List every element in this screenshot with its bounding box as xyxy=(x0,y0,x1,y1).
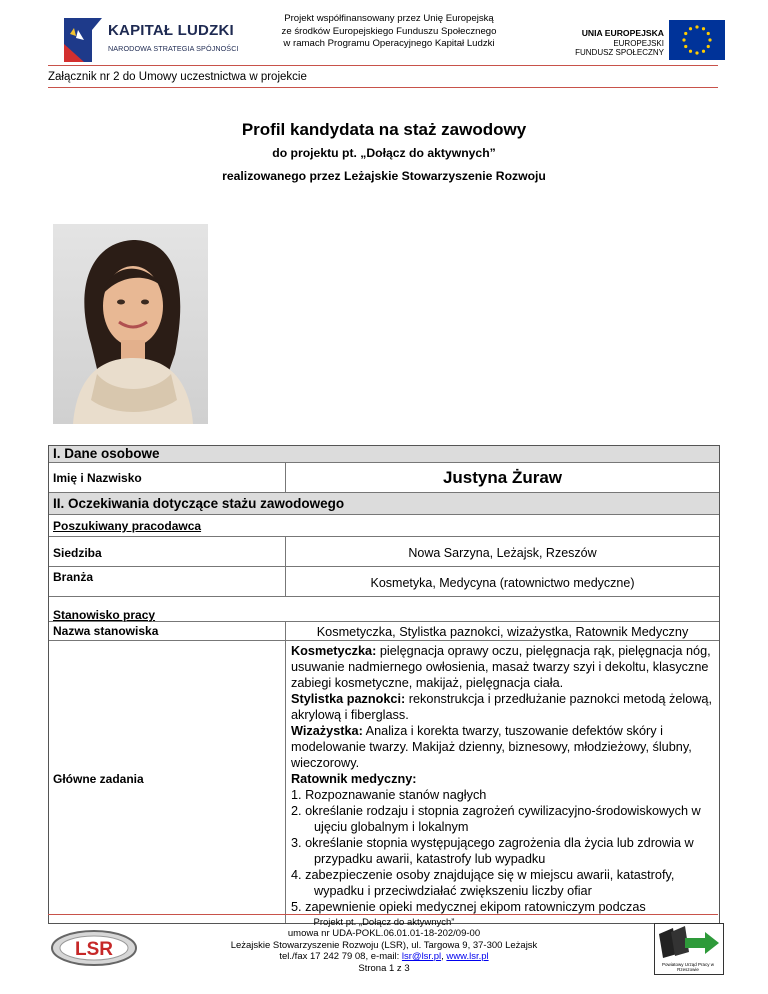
employer-heading: Poszukiwany pracodawca xyxy=(53,519,202,533)
section-personal-data xyxy=(49,446,719,463)
pup-logo-caption: Powiatowy Urząd Pracy w Rzeszowie xyxy=(661,962,715,972)
workplace-heading: Stanowisko pracy xyxy=(53,608,156,622)
task-paramedic xyxy=(291,771,713,787)
email-link[interactable]: lsr@lsr.pl xyxy=(401,951,442,963)
kapital-ludzki-emblem-icon xyxy=(62,14,108,64)
list-item: 5. zapewnienie opieki medycznej ekipom ratowniczym podczas xyxy=(291,900,646,914)
task-nail-stylist xyxy=(291,691,713,723)
task-cosmetician xyxy=(291,643,713,691)
position-value: Kosmetyczka, Stylistka paznokci, wizażystka, Ratownik Medyczny xyxy=(316,625,689,639)
eu-star-icon xyxy=(695,51,698,54)
website-link[interactable]: www.lsr.pl xyxy=(446,951,489,963)
cofinance-line: Projekt współfinansowany przez Unię Europejską xyxy=(284,13,494,24)
page-number: Strona 1 z 3 xyxy=(358,962,410,974)
eu-star-icon xyxy=(702,27,705,30)
row-employer-heading xyxy=(49,515,719,537)
document-subtitle: do projektu pt. „Dołącz do aktywnych” xyxy=(272,146,496,160)
eu-star-icon xyxy=(695,25,698,28)
eu-line: FUNDUSZ SPOŁECZNY xyxy=(575,48,664,57)
eu-star-icon xyxy=(707,45,710,48)
name-label: Imię i Nazwisko xyxy=(53,471,142,485)
row-main-tasks xyxy=(49,641,719,923)
eu-line: UNIA EUROPEJSKA xyxy=(581,28,664,38)
row-seat xyxy=(49,537,719,567)
list-item: 4. zabezpieczenie osoby znajdujące się w miejscu awarii, katastrofy, wypadku i przeciwdziałać zwiększeniu liczby ofiar xyxy=(291,868,675,898)
task-makeup-artist xyxy=(291,723,713,771)
task-text: pielęgnacja oprawy oczu, pielęgnacja rąk, pielęgnacja nóg, usuwanie nadmiernego owłosienia, masaż twarzy szyi i dekoltu, klasyczne zabiegi kosmetyczne, makijaż, pielęgnacja ciała. xyxy=(291,644,711,690)
industry-label: Branża xyxy=(53,570,94,584)
row-position xyxy=(49,622,719,641)
footer-line: Leżajskie Stowarzyszenie Rozwoju (LSR), ul. Targowa 9, 37-300 Leżajsk xyxy=(230,939,538,951)
eu-line: EUROPEJSKI xyxy=(613,38,664,48)
row-industry xyxy=(49,567,719,597)
cofinance-note xyxy=(258,13,520,51)
footer-line: umowa nr UDA-POKL.06.01.01-18-202/09-00 xyxy=(287,928,481,940)
eu-star-icon xyxy=(684,45,687,48)
eu-star-icon xyxy=(684,32,687,35)
cofinance-line: ze środków Europejskiego Funduszu Społecznego xyxy=(281,25,497,37)
eu-star-icon xyxy=(702,50,705,53)
eu-star-icon xyxy=(689,50,692,53)
eu-star-icon xyxy=(708,38,711,41)
list-item: 1. Rozpoznawanie stanów nagłych xyxy=(291,788,487,802)
name-value: Justyna Żuraw xyxy=(442,468,563,487)
task-text: rekonstrukcja i przedłużanie paznokci metodą żelową, akrylową i fiberglass. xyxy=(291,692,713,722)
eu-logo-text xyxy=(560,29,664,58)
eu-star-icon xyxy=(682,38,685,41)
footer-contact-prefix: tel./fax 17 242 79 08, e-mail: xyxy=(279,951,402,963)
footer-separator: , xyxy=(441,951,447,963)
eu-star-icon xyxy=(689,27,692,30)
seat-value: Nowa Sarzyna, Leżajsk, Rzeszów xyxy=(408,546,597,560)
footer-divider xyxy=(48,914,718,915)
lsr-logo xyxy=(50,928,146,968)
header-divider xyxy=(48,65,718,66)
eu-star-icon xyxy=(707,32,710,35)
annex-note: Załącznik nr 2 do Umowy uczestnictwa w projekcie xyxy=(48,71,307,83)
lsr-logo-text: LSR xyxy=(75,939,113,960)
list-item: 2. określanie rodzaju i stopnia zagrożeń cywilizacyjno-środowiskowych w ujęciu globalnym i lokalnym xyxy=(291,804,701,834)
cofinance-line: w ramach Programu Operacyjnego Kapitał Ludzki xyxy=(283,38,495,49)
list-item: 3. określanie stopnia występującego zagrożenia dla życia lub zdrowia w przypadku awarii, katastrofy lub wypadku xyxy=(291,836,694,866)
section-title: I. Dane osobowe xyxy=(53,446,160,461)
section-title: II. Oczekiwania dotyczące stażu zawodowego xyxy=(53,496,345,511)
footer-contact xyxy=(180,951,588,962)
annex-divider xyxy=(48,87,718,88)
candidate-photo xyxy=(53,224,208,424)
seat-label: Siedziba xyxy=(53,546,102,560)
kapital-ludzki-subtitle: NARODOWA STRATEGIA SPÓJNOŚCI xyxy=(108,44,239,53)
row-name xyxy=(49,463,719,493)
kapital-ludzki-title: KAPITAŁ LUDZKI xyxy=(108,22,234,39)
footer-line: Projekt pt. „Dołącz do aktywnych” xyxy=(313,917,455,928)
position-label: Nazwa stanowiska xyxy=(53,624,159,638)
tasks-label: Główne zadania xyxy=(53,772,144,786)
task-text: Analiza i korekta twarzy, tuszowanie defektów skóry i modelowanie twarzy. Makijaż dzienny, biznesowy, młodzieżowy, ślubny, wieczorowy. xyxy=(291,724,692,770)
document-subtitle-organizer: realizowanego przez Leżajskie Stowarzyszenie Rozwoju xyxy=(222,169,546,183)
section-expectations xyxy=(49,493,719,515)
candidate-profile-table xyxy=(48,445,720,924)
task-heading: Stylistka paznokci: xyxy=(291,692,406,706)
footer-info xyxy=(180,917,588,974)
industry-value: Kosmetyka, Medycyna (ratownictwo medyczne) xyxy=(370,576,635,590)
tasks-content xyxy=(291,643,713,915)
eu-flag-icon xyxy=(669,20,725,60)
task-heading: Wizażystka: xyxy=(291,724,363,738)
task-heading: Kosmetyczka: xyxy=(291,644,377,658)
task-heading: Ratownik medyczny: xyxy=(291,772,417,786)
document-title: Profil kandydata na staż zawodowy xyxy=(241,120,527,139)
row-workplace-heading xyxy=(49,597,719,622)
